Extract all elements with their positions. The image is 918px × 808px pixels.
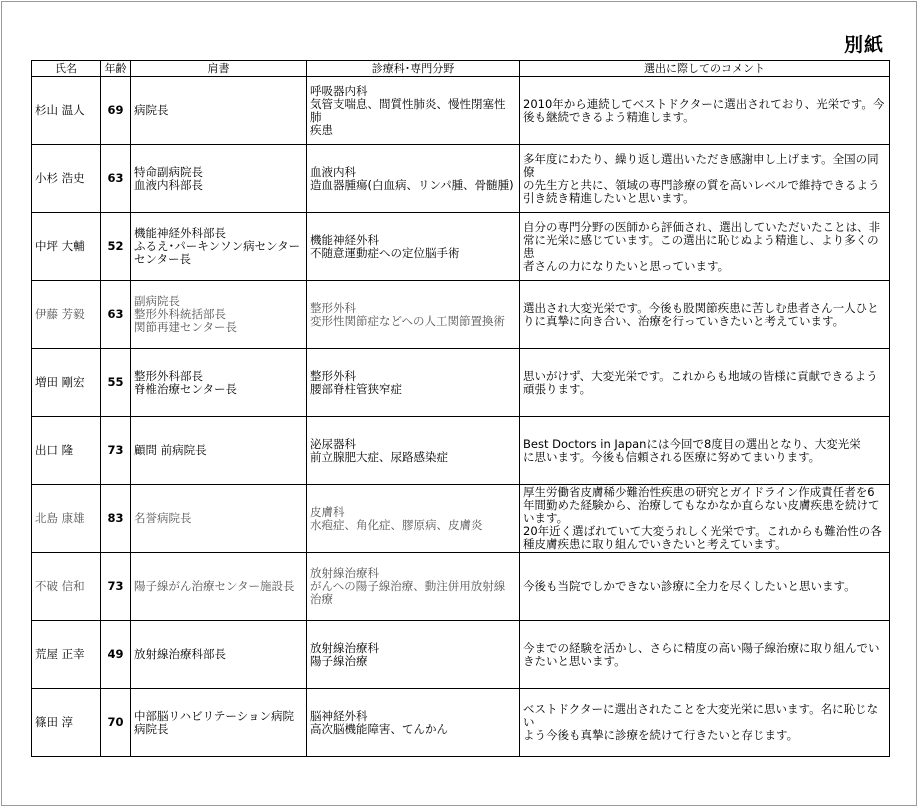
cell-title: 顧問 前病院長: [131, 417, 307, 485]
table-row: [32, 689, 890, 757]
cell-specialty: 脳神経外科 高次脳機能障害、てんかん: [307, 689, 520, 757]
table-row: [32, 281, 890, 349]
cell-title: 特命副病院長 血液内科部長: [131, 145, 307, 213]
column-header-specialty: 診療科･専門分野: [307, 61, 520, 77]
cell-title: 副病院長 整形外科統括部長 関節再建センター長: [131, 281, 307, 349]
document-page: [1, 1, 917, 806]
cell-specialty: 機能神経外科 不随意運動症への定位脳手術: [307, 213, 520, 281]
cell-name: 不破 信和: [32, 553, 101, 621]
table-row: [32, 213, 890, 281]
cell-age: 83: [101, 485, 131, 553]
cell-name: 中坪 大輔: [32, 213, 101, 281]
cell-name: 出口 隆: [32, 417, 101, 485]
column-header-title: 肩書: [131, 61, 307, 77]
cell-specialty: 皮膚科 水疱症、角化症、膠原病、皮膚炎: [307, 485, 520, 553]
table-row: [32, 145, 890, 213]
cell-title: 中部脳リハビリテーション病院 病院長: [131, 689, 307, 757]
cell-comment: 選出され大変光栄です。今後も股関節疾患に苦しむ患者さん一人ひと りに真摯に向き合い、治療を行っていきたいと考えています。: [520, 281, 890, 349]
cell-age: 73: [101, 417, 131, 485]
cell-comment: 思いがけず、大変光栄です。これからも地域の皆様に貢献できるよう 頑張ります。: [520, 349, 890, 417]
cell-name: 増田 剛宏: [32, 349, 101, 417]
cell-age: 63: [101, 145, 131, 213]
cell-specialty: 放射線治療科 がんへの陽子線治療、動注併用放射線 治療: [307, 553, 520, 621]
cell-name: 篠田 淳: [32, 689, 101, 757]
cell-specialty: 整形外科 変形性関節症などへの人工関節置換術: [307, 281, 520, 349]
cell-comment: 多年度にわたり、繰り返し選出いただき感謝申し上げます。全国の同僚 の先生方と共に、領域の専門診療の質を高いレベルで維持できるよう 引き続き精進したいと思います。: [520, 145, 890, 213]
cell-name: 荒屋 正幸: [32, 621, 101, 689]
cell-title: 名誉病院長: [131, 485, 307, 553]
cell-age: 55: [101, 349, 131, 417]
table-row: [32, 77, 890, 145]
table-row: [32, 553, 890, 621]
cell-specialty: 呼吸器内科 気管支喘息、間質性肺炎、慢性閉塞性肺 疾患: [307, 77, 520, 145]
cell-name: 北島 康雄: [32, 485, 101, 553]
cell-age: 52: [101, 213, 131, 281]
column-header-comment: 選出に際してのコメント: [520, 61, 890, 77]
column-header-name: 氏名: [32, 61, 101, 77]
cell-name: 小杉 浩史: [32, 145, 101, 213]
column-header-age: 年齢: [101, 61, 131, 77]
cell-title: 整形外科部長 脊椎治療センター長: [131, 349, 307, 417]
table-row: [32, 417, 890, 485]
cell-age: 63: [101, 281, 131, 349]
cell-comment: 2010年から連続してベストドクターに選出されており、光栄です。今 後も継続できるよう精進します。: [520, 77, 890, 145]
cell-name: 杉山 温人: [32, 77, 101, 145]
cell-title: 病院長: [131, 77, 307, 145]
table-row: [32, 485, 890, 553]
table-header-row: [32, 61, 890, 77]
cell-specialty: 血液内科 造血器腫瘍(白血病、リンパ腫、骨髄腫): [307, 145, 520, 213]
cell-specialty: 泌尿器科 前立腺肥大症、尿路感染症: [307, 417, 520, 485]
cell-age: 70: [101, 689, 131, 757]
cell-specialty: 整形外科 腰部脊柱管狭窄症: [307, 349, 520, 417]
cell-age: 73: [101, 553, 131, 621]
cell-comment: ベストドクターに選出されたことを大変光栄に思います。名に恥じない よう今後も真摯に診療を続けて行きたいと存じます。: [520, 689, 890, 757]
cell-title: 放射線治療科部長: [131, 621, 307, 689]
table-row: [32, 349, 890, 417]
cell-comment: 今後も当院でしかできない診療に全力を尽くしたいと思います。: [520, 553, 890, 621]
cell-name: 伊藤 芳毅: [32, 281, 101, 349]
cell-title: 陽子線がん治療センター施設長: [131, 553, 307, 621]
doctor-table: [31, 60, 890, 757]
cell-specialty: 放射線治療科 陽子線治療: [307, 621, 520, 689]
cell-title: 機能神経外科部長 ふるえ･パーキンソン病センター センター長: [131, 213, 307, 281]
cell-age: 69: [101, 77, 131, 145]
cell-comment: 今までの経験を活かし、さらに精度の高い陽子線治療に取り組んでい きたいと思います。: [520, 621, 890, 689]
document-label: 別紙: [843, 34, 884, 56]
table-row: [32, 621, 890, 689]
cell-comment: 自分の専門分野の医師から評価され、選出していただいたことは、非 常に光栄に感じています。この選出に恥じぬよう精進し、より多くの患 者さんの力になりたいと思っています。: [520, 213, 890, 281]
cell-age: 49: [101, 621, 131, 689]
cell-comment: 厚生労働省皮膚稀少難治性疾患の研究とガイドライン作成責任者を6 年間勤めた経験から、治療してもなかなか直らない皮膚疾患を続けて います。 20年近く選ばれていて大変うれしく光栄です。これからも難治性の各 種皮膚疾患に取り組んでいきたいと考えています。: [520, 485, 890, 553]
cell-comment: Best Doctors in Japanには今回で8度目の選出となり、大変光栄 に思います。今後も信頼される医療に努めてまいります。: [520, 417, 890, 485]
